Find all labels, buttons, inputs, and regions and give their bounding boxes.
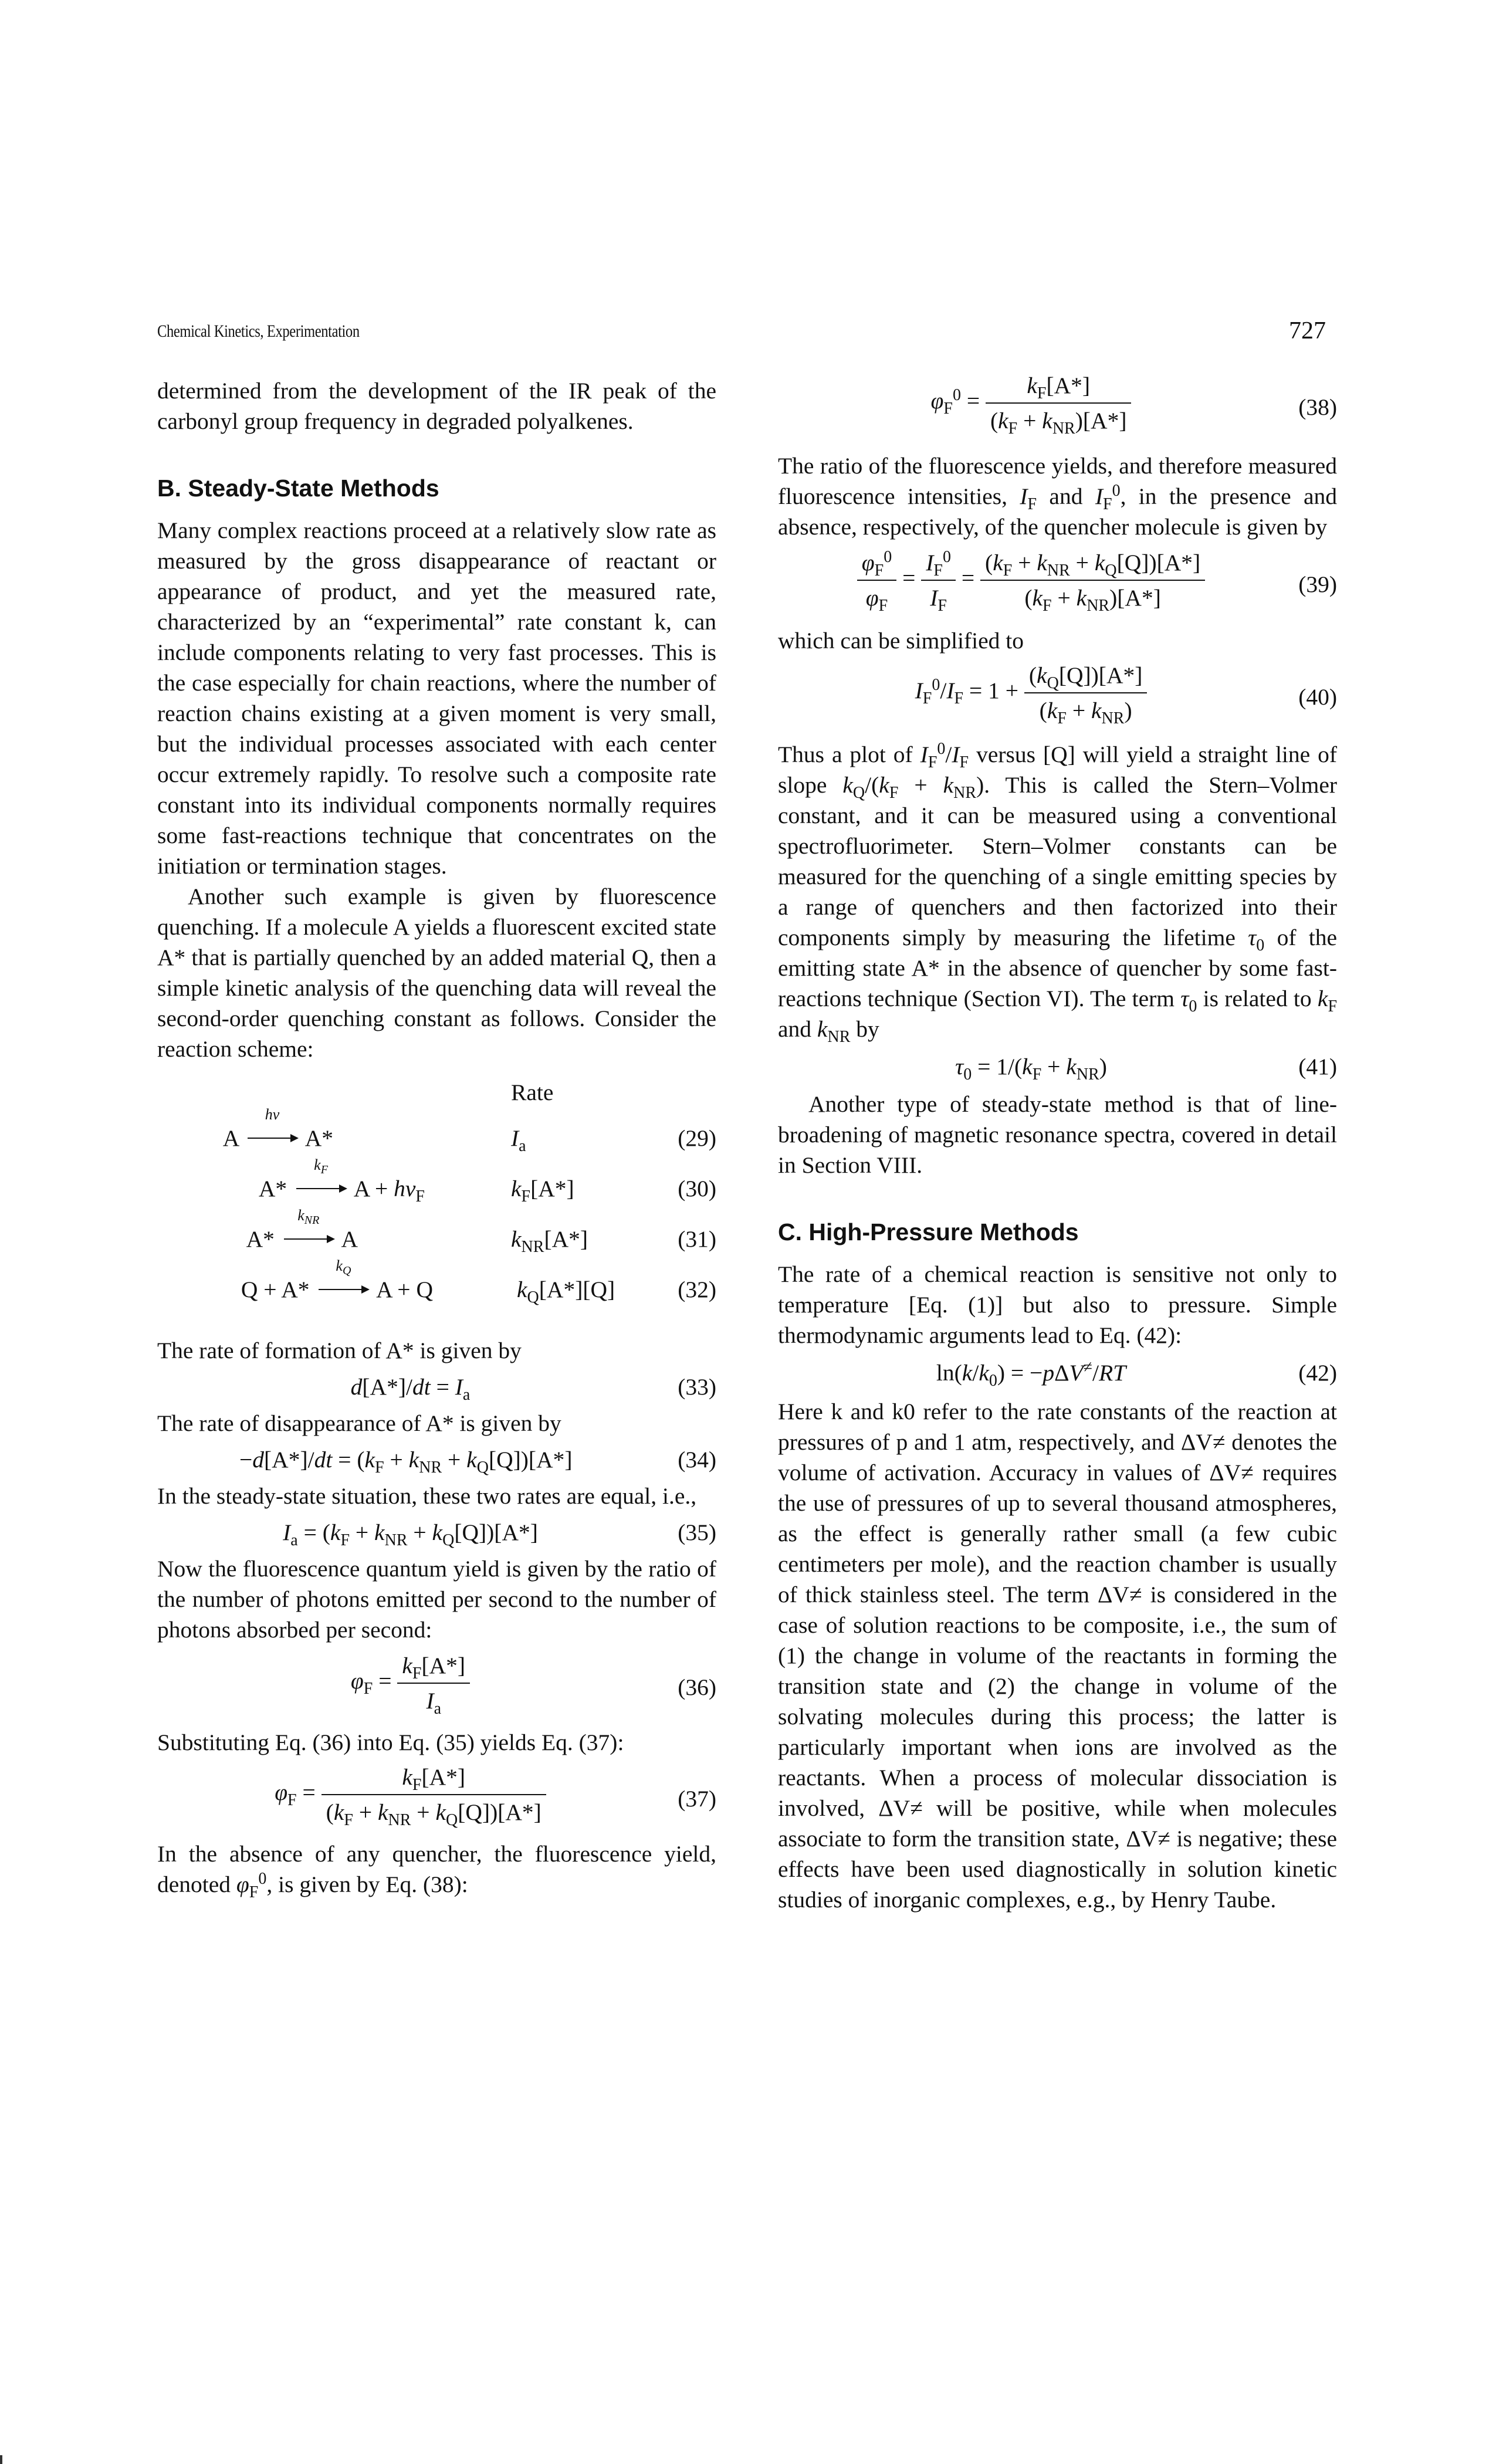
text-before-eq33: The rate of formation of A* is given by (157, 1338, 522, 1363)
equation-35: $I_a = (k_F + k_{NR} + k_Q[Q])[A*]$ (35) (157, 1517, 716, 1548)
scheme-row-29: A hν A* $I_a$ (29) (222, 1106, 716, 1155)
paragraph-pressure-intro: The rate of a chemical reaction is sensitive not only to temperature [Eq. (1)] but also to pressure. Simple thermodynamic arguments lead to Eq. (42): (778, 1261, 1337, 1348)
scan-edge-mark (0, 2455, 2, 2464)
text-before-eq40: which can be simplified to (778, 628, 1024, 654)
equation-42: $\ln(k/k_0) = -p\Delta V^\ne/RT$ (42) (936, 1358, 1337, 1390)
page-number: 727 (1289, 317, 1326, 344)
equation-37: $\varphi_F$ = $\frac{k_F[A*]}{(k_F + k_{NR} + k_Q[Q])[A*]}$ (37) (157, 1762, 716, 1835)
scheme-row-32: Q + A* $k_Q$ A + Q $k_Q[A*][Q]$ (32) (241, 1257, 716, 1307)
equation-number: (29) (678, 1125, 716, 1151)
equation-number: (38) (1298, 394, 1337, 420)
equation-38: $\varphi_F^0$ = $\frac{k_F[A*]}{(k_F + k_{NR})[A*]}$ (38) (778, 371, 1337, 444)
intro-paragraph: determined from the development of the IR peak of the carbonyl group frequency in degraded polyalkenes. (157, 378, 716, 434)
text-before-eq37: Substituting Eq. (36) into Eq. (35) yields Eq. (37): (157, 1729, 624, 1755)
equation-number: (39) (1298, 571, 1337, 597)
equation-number: (31) (678, 1226, 716, 1252)
equation-number: (35) (678, 1519, 716, 1545)
equation-number: (33) (678, 1374, 716, 1400)
right-column (778, 375, 1337, 1915)
equation-number: (36) (678, 1674, 716, 1700)
equation-number: (40) (1298, 684, 1337, 710)
paragraph-stern-volmer: Thus a plot of $I_F^0/I_F$ versus [Q] will yield a straight line of slope $k_Q/(k_F + k_{NR})$. This is called the Stern–Volmer constant, and it can be measured using a conventional spectrofluorimeter. Stern–Volmer constants can be measured for the quenching of a single emitting species by a range of quenchers and then factorized into their components simply by measuring the lifetime $\tau_0$ of the emitting state A* in the absence of quencher by some fast-reactions technique (Section VI). The term $\tau_0$ is related to $k_F$ and $k_{NR}$ by (778, 739, 1338, 1046)
equation-41: $\tau_0 = 1/(k_F + k_{NR})$ (41) (778, 1051, 1337, 1082)
text-before-eq36: Now the fluorescence quantum yield is given by the ratio of the number of photons emitted per second to the number of photons absorbed per second: (157, 1556, 716, 1643)
equation-number: (37) (678, 1786, 716, 1812)
text-before-eq34: The rate of disappearance of A* is given by (157, 1410, 561, 1436)
equation-number: (32) (678, 1277, 716, 1302)
reaction-scheme (157, 1077, 716, 1335)
equation-40: $I_F^0/I_F = 1$ + $\frac{(k_Q[Q])[A*]}{(k_F + k_{NR})}$ (40) (778, 661, 1337, 733)
section-heading-steady-state: B. Steady-State Methods (157, 475, 439, 502)
left-column (157, 375, 716, 1900)
scheme-row-30: A* $k_F$ $A + h\nu_F$ $k_F[A*]$ (30) (258, 1156, 716, 1206)
equation-39: $\frac{\varphi_F^0}{\varphi_F}$ = $\frac{I_F^0}{I_F}$ = $\frac{(k_F + k_{NR} + k_Q[Q])[A*]}{(k_F + k_{NR})[A*]}$ (39) (778, 548, 1337, 621)
text-before-eq38: In the absence of any quencher, the fluorescence yield, denoted $\varphi_F^0$, is given by Eq. (38): (157, 1841, 716, 1901)
text-before-eq39: The ratio of the fluorescence yields, and therefore measured fluorescence intensities, $I_F$ and $I_F^0$, in the presence and absence, respectively, of the quencher molecule is given by (778, 453, 1338, 540)
scheme-row-31: A* $k_{NR}$ A $k_{NR}[A*]$ (31) (246, 1207, 716, 1256)
equation-number: (30) (678, 1176, 716, 1201)
equation-34: $-d[A*]/dt = (k_F + k_{NR} + k_Q[Q])[A*]$ (34) (157, 1444, 716, 1475)
text-before-eq35: In the steady-state situation, these two rates are equal, i.e., (157, 1483, 697, 1509)
paragraph-composite-rate: Many complex reactions proceed at a relatively slow rate as measured by the gross disappearance of reactant or appearance of product, and yet the measured rate, characterized by an “experimental” rate constant k, can include components relating to very fast processes. This is the case especially for chain reactions, where the number of reaction chains existing at a given moment is very small, but the individual processes associated with each center occur extremely rapidly. To resolve such a composite rate constant into its individual components normally requires some fast-reactions technique that concentrates on the initiation or termination stages. (157, 517, 716, 879)
equation-number: (41) (1298, 1054, 1337, 1079)
equation-36: $\varphi_F$ = $\frac{k_F[A*]}{I_a}$ (36) (157, 1651, 716, 1724)
equation-number: (42) (1298, 1360, 1337, 1386)
paragraph-activation-volume: Here k and k0 refer to the rate constants of the reaction at pressures of p and 1 atm, respectively, and ΔV≠ denotes the volume of activation. Accuracy in values of ΔV≠ requires the use of pressures of up to several thousand atmospheres, as the effect is generally rather small (a few cubic centimeters per mole), and the reaction chamber is usually of thick stainless steel. The term ΔV≠ is considered in the case of solution reactions to be composite, i.e., the sum of (1) the change in volume of the reactants in forming the transition state and (2) the change in volume of the solvating molecules during this process; the latter is particularly important when ions are involved as the reactants. When a process of molecular dissociation is involved, ΔV≠ will be positive, while when molecules associate to form the transition state, ΔV≠ is negative; these effects have been used diagnostically in solution kinetic studies of inorganic complexes, e.g., by Henry Taube. (778, 1399, 1337, 1913)
section-heading-high-pressure: C. High-Pressure Methods (778, 1219, 1079, 1245)
paragraph-line-broadening: Another type of steady-state method is that of line-broadening of magnetic resonance spectra, covered in detail in Section VIII. (778, 1091, 1337, 1178)
equation-number: (34) (678, 1447, 716, 1473)
paragraph-fluorescence-quenching: Another such example is given by fluorescence quenching. If a molecule A yields a fluorescent excited state A* that is partially quenched by an added material Q, then a simple kinetic analysis of the quenching data will reveal the second-order quenching constant as follows. Consider the reaction scheme: (157, 884, 716, 1062)
equation-33: $d[A*]/dt = I_a$ (33) (157, 1372, 716, 1402)
rate-column-header: Rate (511, 1079, 554, 1105)
running-title: Chemical Kinetics, Experimentation (157, 321, 360, 341)
